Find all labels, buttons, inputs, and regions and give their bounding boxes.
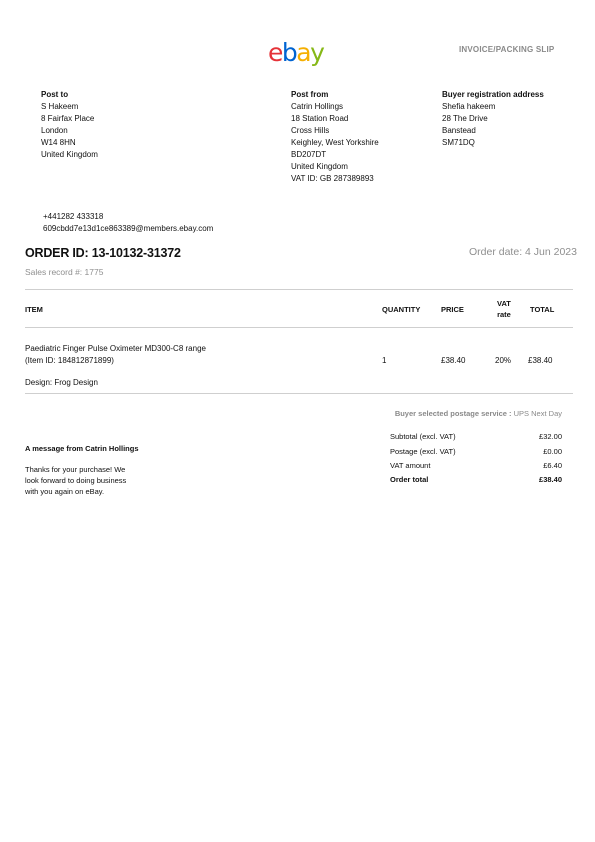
vat-amount-row xyxy=(390,461,562,470)
message-line: look forward to doing business xyxy=(25,476,127,485)
totals-value: £0.00 xyxy=(543,447,562,456)
item-vat-rate: 20% xyxy=(495,356,512,365)
post-to-line: United Kingdom xyxy=(41,150,98,159)
post-from-heading: Post from xyxy=(291,90,329,99)
post-from-vat-id: VAT ID: GB 287389893 xyxy=(291,174,374,183)
buyer-registration-line: Shefia hakeem xyxy=(442,102,496,111)
post-from-line: Cross Hills xyxy=(291,126,330,135)
postage-label: Buyer selected postage service : xyxy=(394,409,512,418)
column-header-quantity: QUANTITY xyxy=(382,305,421,314)
totals-label: Subtotal (excl. VAT) xyxy=(390,432,456,441)
order-id: ORDER ID: 13-10132-31372 xyxy=(25,246,181,260)
post-to-block xyxy=(41,89,98,161)
post-to-heading: Post to xyxy=(41,90,69,99)
buyer-registration-line: SM71DQ xyxy=(442,138,475,147)
item-name: Paediatric Finger Pulse Oximeter MD300-C8 range xyxy=(25,344,206,353)
buyer-phone: +441282 433318 xyxy=(43,212,104,221)
post-to-line: 8 Fairfax Place xyxy=(41,114,95,123)
sales-record: Sales record #: 1775 xyxy=(25,267,104,277)
seller-message xyxy=(25,464,175,497)
item-quantity: 1 xyxy=(382,356,387,365)
order-date: Order date: 4 Jun 2023 xyxy=(469,246,577,258)
item-total: £38.40 xyxy=(528,356,553,365)
subtotal-row xyxy=(390,432,562,441)
totals-value: £38.40 xyxy=(539,475,562,484)
post-from-line: BD207DT xyxy=(291,150,327,159)
buyer-registration-line: Banstead xyxy=(442,126,476,135)
divider xyxy=(25,393,573,394)
post-from-line: United Kingdom xyxy=(291,162,348,171)
ebay-logo xyxy=(268,40,323,65)
totals-label: Postage (excl. VAT) xyxy=(390,447,456,456)
totals-label: Order total xyxy=(390,475,429,484)
column-header-vat-rate xyxy=(497,298,511,320)
column-header-item: ITEM xyxy=(25,305,43,314)
item-design: Design: Frog Design xyxy=(25,378,98,387)
buyer-registration-line: 28 The Drive xyxy=(442,114,488,123)
column-header-total: TOTAL xyxy=(530,305,555,314)
totals-value: £6.40 xyxy=(543,461,562,470)
post-from-line: 18 Station Road xyxy=(291,114,349,123)
message-line: Thanks for your purchase! We xyxy=(25,465,126,474)
post-from-block xyxy=(291,89,379,185)
postage-value: UPS Next Day xyxy=(513,409,562,418)
vat-header-line: rate xyxy=(497,310,511,319)
buyer-registration-block xyxy=(442,89,544,149)
vat-header-line: VAT xyxy=(497,299,511,308)
post-from-line: Keighley, West Yorkshire xyxy=(291,138,379,147)
totals-label: VAT amount xyxy=(390,461,431,470)
item-id: (Item ID: 184812871899) xyxy=(25,356,114,365)
postage-row xyxy=(390,447,562,456)
divider xyxy=(25,327,573,328)
item-price: £38.40 xyxy=(441,356,466,365)
table-row-item xyxy=(25,343,206,367)
logo-letter-a: a xyxy=(296,38,311,67)
postage-service xyxy=(395,409,562,418)
post-from-line: Catrin Hollings xyxy=(291,102,344,111)
order-total-row xyxy=(390,475,562,484)
post-to-line: W14 8HN xyxy=(41,138,76,147)
totals-value: £32.00 xyxy=(539,432,562,441)
buyer-registration-heading: Buyer registration address xyxy=(442,90,544,99)
divider xyxy=(25,289,573,290)
post-to-line: S Hakeem xyxy=(41,102,79,111)
column-header-price: PRICE xyxy=(441,305,464,314)
logo-letter-e: e xyxy=(268,38,282,67)
buyer-contact xyxy=(43,211,213,235)
logo-letter-b: b xyxy=(281,38,297,67)
message-line: with you again on eBay. xyxy=(25,487,105,496)
seller-message-heading: A message from Catrin Hollings xyxy=(25,444,139,453)
buyer-email: 609cbdd7e13d1ce863389@members.ebay.com xyxy=(43,224,214,233)
document-type: INVOICE/PACKING SLIP xyxy=(459,45,555,54)
logo-letter-y: y xyxy=(310,38,324,67)
post-to-line: London xyxy=(41,126,68,135)
